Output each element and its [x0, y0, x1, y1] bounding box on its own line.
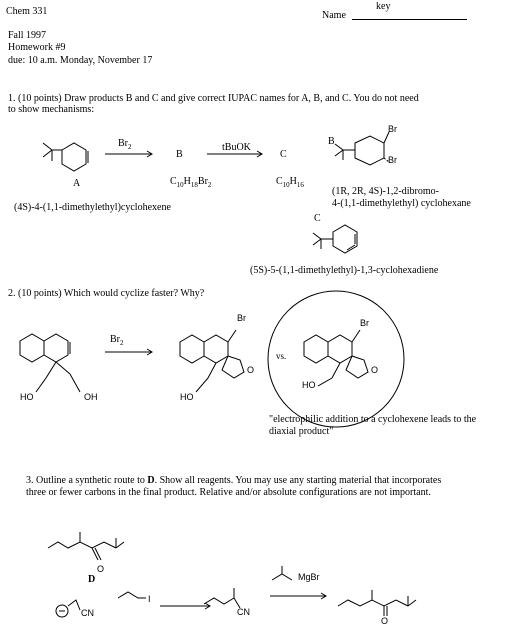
- q1-reagent-br2: $Br_2$: [118, 138, 132, 151]
- q2-answer-line1: "electrophilic addition to a cyclohexene leads to the: [269, 414, 477, 425]
- q2-arrow: [105, 349, 152, 355]
- q2-product: [180, 330, 244, 392]
- q3-iodide: I: [148, 594, 151, 604]
- q2-br-product: Br: [237, 313, 246, 323]
- q2-ho-left: HO: [20, 392, 34, 402]
- name-value: key: [376, 1, 391, 12]
- q1-formula-c: $C_{10}H_{16}$: [276, 176, 304, 189]
- q1-label-a: A: [73, 178, 81, 189]
- q2-ho-product: HO: [180, 392, 194, 402]
- q2-br-circle: Br: [360, 318, 369, 328]
- q1-label-c: C: [280, 149, 287, 160]
- q3-cn-product: CN: [237, 607, 250, 617]
- q3-grignard: MgBr: [298, 572, 320, 582]
- q1-prompt-line1: 1. (10 points) Draw products B and C and give correct IUPAC names for A, B, and C. You do not need: [8, 93, 419, 104]
- q2-answer-line2: diaxial product": [269, 426, 334, 437]
- molecule-a: [43, 143, 88, 171]
- q2-o-circle: O: [371, 365, 379, 375]
- q1-label-b: B: [176, 149, 183, 160]
- assignment: Homework #9: [8, 42, 66, 53]
- q3-scheme: [56, 566, 416, 617]
- q2-reagent-br2: $Br_2$: [110, 334, 124, 347]
- q1-name-c: (5S)-5-(1,1-dimethylethyl)-1,3-cyclohexadiene: [250, 265, 439, 276]
- q2-circled: [268, 291, 404, 427]
- q3-label-d: D: [88, 574, 96, 585]
- name-label: Name: [322, 10, 346, 21]
- molecule-c: [313, 225, 357, 253]
- q2-oh-left: OH: [84, 392, 98, 402]
- q2-start: [20, 334, 80, 392]
- q1-label-b-product: B: [328, 136, 335, 147]
- q1-br-top: Br: [388, 124, 397, 134]
- q3-prompt-line2: three or fewer carbons in the final product. Relative and/or absolute configurations are not important.: [26, 487, 431, 498]
- q1-name-b-line1: (1R, 2R, 4S)-1,2-dibromo-: [332, 186, 439, 197]
- q1-name-a: (4S)-4-(1,1-dimethylethyl)cyclohexene: [14, 202, 171, 213]
- q1-name-b-line2: 4-(1,1-dimethylethyl) cyclohexane: [332, 198, 471, 209]
- course-title: Chem 331: [6, 6, 48, 17]
- q2-vs: vs.: [276, 351, 287, 361]
- due-date: due: 10 a.m. Monday, November 17: [8, 55, 153, 66]
- q3-prompt-line1: 3. Outline a synthetic route to D. Show all reagents. You may use any starting material that incorporates: [26, 475, 442, 486]
- q1-label-c-product: C: [314, 213, 321, 224]
- term: Fall 1997: [8, 30, 47, 41]
- molecule-b: [335, 132, 389, 165]
- q1-br-bottom: Br: [388, 155, 397, 165]
- q1-prompt-line2: to show mechanisms:: [8, 104, 95, 115]
- q3-o-final: O: [381, 616, 389, 626]
- q3-target-d: [48, 532, 124, 560]
- q1-formula-b: $C_{10}H_{18}Br_2$: [170, 176, 212, 189]
- q1-reagent-tbuok: tBuOK: [222, 142, 251, 153]
- q2-ho-circle: HO: [302, 380, 316, 390]
- q1-arrows: [105, 151, 262, 157]
- q3-cn-start: CN: [81, 608, 94, 618]
- q2-o-product: O: [247, 365, 255, 375]
- q2-prompt: 2. (10 points) Which would cyclize faster? Why?: [8, 288, 205, 299]
- q3-o-target: O: [97, 564, 105, 574]
